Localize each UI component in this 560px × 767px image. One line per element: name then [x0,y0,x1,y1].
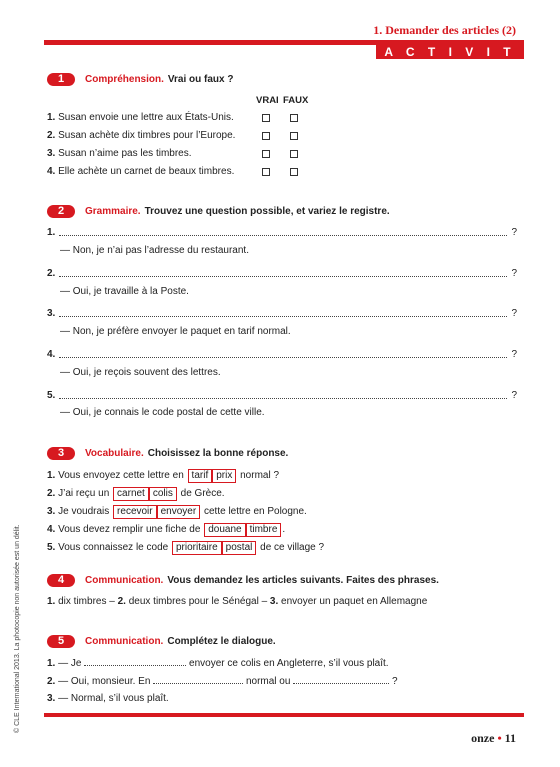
exercise-4-items: 1. dix timbres – 2. deux timbres pour le Sénégal – 3. envoyer un paquet en Allemagne [47,596,428,607]
activites-banner: A C T I V I T É S [376,45,524,59]
list-item: 4. Vous devez remplir une fiche de douane timbre . [47,524,286,535]
option-box[interactable]: postal [222,541,257,555]
option-box[interactable]: tarif [188,469,213,483]
exercise-instruction: Choisissez la bonne réponse. [147,447,289,459]
question-line-4[interactable]: 4. ? [47,349,517,360]
faux-checkbox-1[interactable] [290,114,298,122]
exercise-instruction: Complétez le dialogue. [167,635,276,647]
col-faux-header: FAUX [283,95,309,106]
question-line-3[interactable]: 3. ? [47,308,517,319]
question-line-2[interactable]: 2. ? [47,268,517,279]
exercise-5-header [47,634,276,648]
given-answer-4: — Oui, je reçois souvent des lettres. [60,367,221,378]
exercise-number-badge: 2 [47,205,75,218]
option-box[interactable]: timbre [246,523,282,537]
dialogue-line-3: 3. — Normal, s’il vous plaît. [47,693,169,704]
option-box[interactable]: recevoir [113,505,157,519]
option-box[interactable]: douane [204,523,245,537]
option-box[interactable]: envoyer [157,505,201,519]
faux-checkbox-3[interactable] [290,150,298,158]
question-line-1[interactable]: 1. ? [47,227,517,238]
exercise-2-header [47,204,390,218]
fill-blank[interactable] [153,675,243,684]
exercise-number-badge: 1 [47,73,75,86]
exercise-instruction: Trouvez une question possible, et variez le registre. [144,205,390,217]
copyright-notice: © CLE International 2013. La photocopie non autorisée est un délit. [14,524,21,733]
given-answer-5: — Oui, je connais le code postal de cette ville. [60,407,265,418]
exercise-category: Vocabulaire. [85,447,144,459]
given-answer-2: — Oui, je travaille à la Poste. [60,286,189,297]
exercise-category: Communication. [85,635,164,647]
vrai-checkbox-3[interactable] [262,150,270,158]
exercise-4-header [47,573,439,587]
exercise-category: Communication. [85,574,164,586]
page-number: 11 [504,731,516,745]
dialogue-line-1: 1. — Je envoyer ce colis en Angleterre, s’il vous plaît. [47,658,389,669]
exercise-1-header [47,72,233,86]
exercise-instruction: Vrai ou faux ? [167,73,234,85]
faux-checkbox-2[interactable] [290,132,298,140]
vrai-checkbox-1[interactable] [262,114,270,122]
vrai-checkbox-4[interactable] [262,168,270,176]
fill-blank[interactable] [84,657,186,666]
list-item: 3. Je voudrais recevoir envoyer cette lettre en Pologne. [47,506,307,517]
exercise-category: Grammaire. [85,205,141,217]
option-box[interactable]: prioritaire [172,541,222,555]
list-item: 1. Susan envoie une lettre aux États-Unis. [47,112,234,123]
exercise-number-badge: 5 [47,635,75,648]
dialogue-line-2: 2. — Oui, monsieur. En normal ou ? [47,676,398,687]
fill-blank[interactable] [293,675,389,684]
faux-checkbox-4[interactable] [290,168,298,176]
exercise-number-badge: 4 [47,574,75,587]
question-line-5[interactable]: 5. ? [47,390,517,401]
option-box[interactable]: carnet [113,487,149,501]
page-footer: onze • 11 [471,731,516,745]
list-item: 3. Susan n’aime pas les timbres. [47,148,192,159]
list-item: 2. Susan achète dix timbres pour l’Europe. [47,130,236,141]
list-item: 5. Vous connaissez le code prioritaire postal de ce village ? [47,542,325,553]
exercise-number-badge: 3 [47,447,75,460]
list-item: 4. Elle achète un carnet de beaux timbres. [47,166,235,177]
given-answer-1: — Non, je n’ai pas l’adresse du restaurant. [60,245,249,256]
vrai-checkbox-2[interactable] [262,132,270,140]
list-item: 1. Vous envoyez cette lettre en tarif prix normal ? [47,470,280,481]
list-item: 2. J’ai reçu un carnet colis de Grèce. [47,488,225,499]
option-box[interactable]: prix [212,469,236,483]
bottom-rule [44,713,524,717]
option-box[interactable]: colis [149,487,177,501]
exercise-3-header [47,446,288,460]
exercise-category: Compréhension. [85,73,164,85]
chapter-title: 1. Demander des articles (2) [373,23,516,37]
col-vrai-header: VRAI [256,95,279,106]
exercise-instruction: Vous demandez les articles suivants. Faites des phrases. [167,574,439,586]
given-answer-3: — Non, je préfère envoyer le paquet en tarif normal. [60,326,291,337]
